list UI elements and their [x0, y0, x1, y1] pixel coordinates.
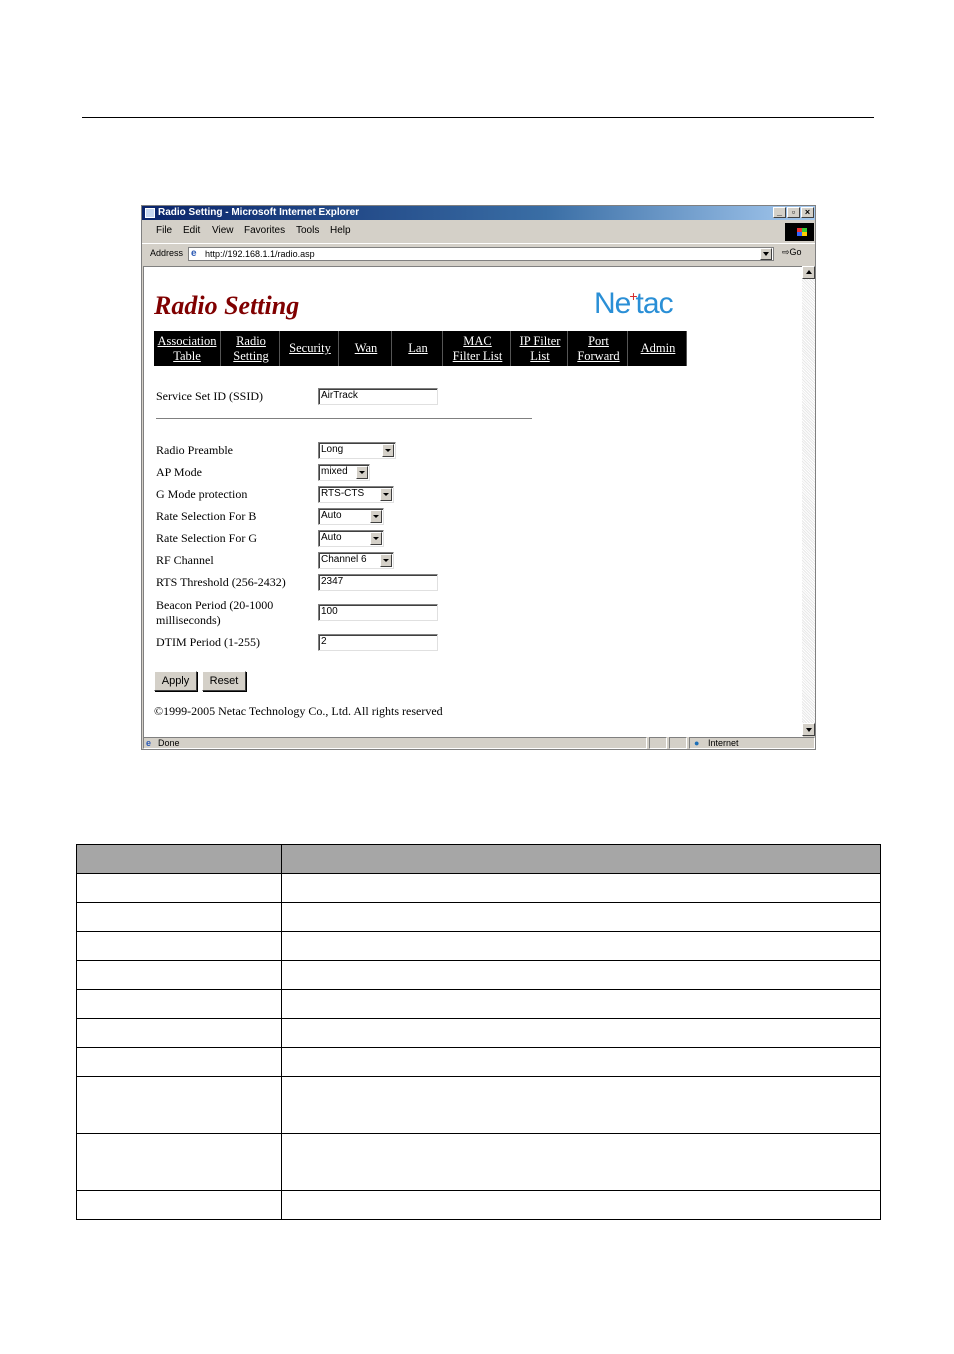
window-title: Radio Setting - Microsoft Internet Explorer [158, 207, 360, 218]
radio-preamble-select[interactable] [318, 442, 396, 459]
minimize-button[interactable]: _ [773, 207, 786, 218]
nav-ip-filter-list[interactable]: IP Filter List [513, 331, 568, 366]
nav-bar [154, 331, 687, 366]
table-row [77, 961, 881, 990]
beacon-period-input[interactable]: 100 [318, 604, 438, 621]
table-header-cell [282, 845, 881, 874]
rate-g-select[interactable] [318, 530, 384, 547]
table-cell [282, 1134, 881, 1191]
ie-page-icon [145, 208, 155, 218]
table-cell [282, 903, 881, 932]
rate-b-select[interactable] [318, 508, 384, 525]
menu-edit[interactable]: Edit [183, 225, 201, 236]
ssid-label: Service Set ID (SSID) [156, 389, 263, 403]
table-row [77, 1191, 881, 1220]
scroll-up-button[interactable] [802, 266, 815, 279]
table-cell [77, 874, 282, 903]
rf-channel-label: RF Channel [156, 553, 214, 567]
table-row [77, 903, 881, 932]
table-row [77, 1019, 881, 1048]
dropdown-arrow-icon [370, 510, 382, 523]
nav-admin[interactable]: Admin [630, 331, 687, 366]
status-text: Done [158, 738, 180, 748]
dropdown-arrow-icon [382, 444, 394, 457]
scroll-down-button[interactable] [802, 723, 815, 736]
radio-preamble-label: Radio Preamble [156, 443, 233, 457]
radio-preamble-value: Long [321, 444, 344, 455]
table-cell [77, 1048, 282, 1077]
ie-page-icon: e [191, 248, 197, 259]
table-cell [77, 1077, 282, 1134]
rts-threshold-label: RTS Threshold (256-2432) [156, 575, 286, 589]
table-cell [77, 1019, 282, 1048]
rf-channel-value: Channel 6 [321, 554, 367, 565]
copyright-text: ©1999-2005 Netac Technology Co., Ltd. All rights reserved [154, 704, 443, 718]
address-label: Address [150, 248, 184, 258]
rate-b-value: Auto [321, 510, 342, 521]
logo-text-left: Ne [594, 287, 631, 320]
title-bar [142, 206, 815, 220]
go-arrow-icon: ⇨ [782, 247, 790, 257]
table-row [77, 1134, 881, 1191]
nav-radio-setting[interactable]: Radio Setting [223, 331, 280, 366]
address-input[interactable] [188, 247, 774, 261]
page-header-rule [82, 117, 874, 118]
dropdown-arrow-icon [370, 532, 382, 545]
table-cell [282, 1191, 881, 1220]
security-zone [689, 737, 815, 749]
vertical-scrollbar[interactable] [802, 266, 815, 736]
rts-threshold-input[interactable]: 2347 [318, 574, 438, 591]
dropdown-arrow-icon [380, 488, 392, 501]
rate-g-label: Rate Selection For G [156, 531, 257, 545]
g-mode-protection-select[interactable] [318, 486, 394, 503]
table-cell [282, 1019, 881, 1048]
go-button[interactable] [782, 247, 802, 258]
table-row [77, 1048, 881, 1077]
menu-favorites[interactable]: Favorites [244, 225, 286, 236]
table-row [77, 1077, 881, 1134]
nav-mac-filter-list[interactable]: MAC Filter List [445, 331, 511, 366]
table-cell [77, 932, 282, 961]
ap-mode-label: AP Mode [156, 465, 202, 479]
table-cell [77, 1191, 282, 1220]
dtim-period-label: DTIM Period (1-255) [156, 635, 260, 649]
dropdown-arrow-icon [380, 554, 392, 567]
status-panel [649, 737, 667, 749]
page-content [143, 266, 803, 737]
dtim-period-input[interactable]: 2 [318, 634, 438, 651]
menu-view[interactable]: View [212, 225, 234, 236]
ap-mode-value: mixed [321, 466, 348, 477]
page-title: Radio Setting [154, 291, 300, 320]
table-cell [282, 990, 881, 1019]
parameter-table [76, 844, 881, 1220]
status-text-cell [143, 737, 647, 749]
browser-window [141, 205, 816, 750]
rate-b-label: Rate Selection For B [156, 509, 257, 523]
nav-lan[interactable]: Lan [394, 331, 443, 366]
table-row [77, 990, 881, 1019]
address-dropdown-arrow[interactable] [760, 248, 772, 260]
table-cell [282, 874, 881, 903]
menu-help[interactable]: Help [330, 225, 351, 236]
g-mode-protection-label: G Mode protection [156, 487, 248, 501]
logo-dot: + [629, 288, 637, 304]
logo-text-right: tac [635, 287, 673, 320]
ap-mode-select[interactable] [318, 464, 370, 481]
table-header-cell [77, 845, 282, 874]
address-bar [142, 243, 815, 266]
table-row [77, 874, 881, 903]
ssid-input[interactable]: AirTrack [318, 388, 438, 405]
rf-channel-select[interactable] [318, 552, 394, 569]
menu-bar [142, 222, 815, 240]
menu-tools[interactable]: Tools [296, 225, 320, 236]
go-label: Go [789, 247, 802, 257]
table-row [77, 932, 881, 961]
table-cell [77, 961, 282, 990]
address-url: http://192.168.1.1/radio.asp [205, 249, 315, 259]
table-cell [282, 932, 881, 961]
close-button[interactable]: × [801, 207, 814, 218]
apply-button[interactable]: Apply [154, 671, 197, 691]
dropdown-arrow-icon [356, 466, 368, 479]
netac-logo [594, 287, 673, 321]
nav-port-forward[interactable]: Port Forward [570, 331, 628, 366]
section-divider [156, 418, 532, 420]
windows-logo-icon [785, 223, 814, 241]
menu-file[interactable]: File [156, 225, 173, 236]
globe-icon: ● [694, 738, 700, 748]
table-cell [282, 1077, 881, 1134]
nav-wan[interactable]: Wan [341, 331, 392, 366]
status-bar [142, 736, 815, 750]
table-header-row [77, 845, 881, 874]
table-cell [77, 1134, 282, 1191]
nav-security[interactable]: Security [282, 331, 339, 366]
nav-association-table[interactable]: Association Table [154, 331, 221, 366]
reset-button[interactable]: Reset [202, 671, 246, 691]
table-cell [282, 961, 881, 990]
beacon-period-label: Beacon Period (20-1000 milliseconds) [156, 598, 274, 627]
g-mode-protection-value: RTS-CTS [321, 488, 365, 499]
zone-text: Internet [708, 738, 739, 748]
table-cell [282, 1048, 881, 1077]
rate-g-value: Auto [321, 532, 342, 543]
maximize-button[interactable]: ▫ [787, 207, 800, 218]
status-panel [669, 737, 687, 749]
ie-page-icon: e [146, 738, 152, 748]
table-cell [77, 990, 282, 1019]
table-cell [77, 903, 282, 932]
